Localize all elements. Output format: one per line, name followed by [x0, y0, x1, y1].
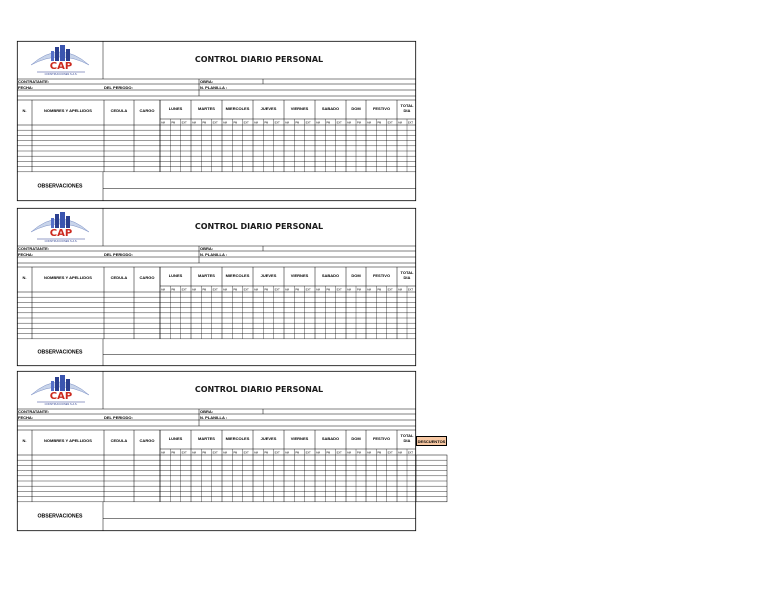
day-header-7: FESTIVO [372, 273, 391, 278]
sub-label: AM [347, 288, 351, 292]
company-logo [31, 45, 89, 76]
sub-label: AM [347, 121, 351, 125]
sub-label: EXT [336, 121, 342, 125]
sub-label: AM [254, 288, 258, 292]
sub-label: EXT [274, 451, 280, 455]
obra-label: OBRA: [200, 79, 214, 84]
sub-label: EXT [305, 121, 311, 125]
sub-label: PM [264, 451, 269, 455]
sub-label: PM [326, 121, 331, 125]
sub-label: AM [161, 451, 165, 455]
sub-label: EXT [408, 451, 414, 455]
sub-label: AM [223, 451, 227, 455]
col-cargo-header: CARGO [139, 438, 155, 443]
sub-label: AM [223, 288, 227, 292]
obra-label: OBRA: [200, 246, 214, 251]
day-header-0: LUNES [168, 436, 183, 441]
form-sheet [17, 371, 416, 531]
sub-label: EXT [181, 451, 187, 455]
day-header-6: DOM [351, 106, 361, 111]
sub-label: EXT [212, 121, 218, 125]
day-header-6: DOM [351, 273, 361, 278]
sub-label: AM [254, 121, 258, 125]
sub-label: AM [285, 451, 289, 455]
sub-label: EXT [305, 288, 311, 292]
day-header-0: LUNES [168, 273, 183, 278]
day-header-2: MIERCOLES [225, 106, 250, 111]
logo-subtitle: CONSTRUCCIONES S.A.S. [44, 240, 78, 243]
form-sheet [17, 41, 416, 201]
sub-label: AM [398, 451, 402, 455]
sub-label: EXT [212, 288, 218, 292]
sub-label: AM [192, 451, 196, 455]
sub-label: AM [316, 288, 320, 292]
sub-label: AM [367, 121, 371, 125]
form-title: CONTROL DIARIO PERSONAL [194, 55, 324, 64]
total-header-2: DIA [403, 275, 411, 280]
sub-label: AM [398, 121, 402, 125]
sub-label: EXT [305, 451, 311, 455]
logo-text: CAP [49, 391, 73, 402]
day-header-5: SABADO [321, 273, 340, 278]
sub-label: PM [377, 121, 382, 125]
descuentos-cell: DESCUENTOS [416, 436, 447, 446]
planilla-label: N. PLANILLA : [200, 252, 228, 257]
sub-label: AM [254, 451, 258, 455]
sub-label: AM [285, 121, 289, 125]
sub-label: PM [295, 288, 300, 292]
periodo-label: DEL PERIODO: [104, 85, 133, 90]
day-header-2: MIERCOLES [225, 436, 250, 441]
sub-label: PM [202, 288, 207, 292]
sub-label: PM [264, 288, 269, 292]
day-header-5: SABADO [321, 106, 340, 111]
descuentos-column [416, 455, 447, 502]
sub-label: AM [316, 451, 320, 455]
day-header-3: JUEVES [260, 106, 277, 111]
sub-label: EXT [336, 451, 342, 455]
sub-label: EXT [212, 451, 218, 455]
day-header-4: VIERNES [290, 273, 309, 278]
sub-label: PM [357, 451, 361, 455]
total-header-2: DIA [403, 108, 411, 113]
day-header-2: MIERCOLES [225, 273, 250, 278]
total-header-1: TOTAL [400, 270, 414, 275]
sub-label: EXT [387, 121, 393, 125]
sub-label: AM [223, 121, 227, 125]
sub-label: AM [161, 288, 165, 292]
observaciones-label: OBSERVACIONES [37, 513, 83, 520]
sub-label: PM [357, 121, 361, 125]
day-header-1: MARTES [198, 436, 215, 441]
periodo-label: DEL PERIODO: [104, 252, 133, 257]
col-nombres-header: NOMBRES Y APELLIDOS [44, 275, 92, 280]
sub-label: PM [377, 288, 382, 292]
form-title: CONTROL DIARIO PERSONAL [194, 385, 324, 394]
contratante-label: CONTRATANTE: [18, 246, 50, 251]
col-nombres-header: NOMBRES Y APELLIDOS [44, 108, 92, 113]
sub-label: PM [357, 288, 361, 292]
contratante-label: CONTRATANTE: [18, 79, 50, 84]
day-header-7: FESTIVO [372, 436, 391, 441]
company-logo [31, 375, 89, 406]
form-sheet [17, 208, 416, 366]
total-header-2: DIA [403, 438, 411, 443]
sub-label: PM [202, 121, 207, 125]
control-form-1 [17, 41, 416, 201]
fecha-label: FECHA: [18, 252, 34, 257]
planilla-label: N. PLANILLA : [200, 85, 228, 90]
sub-label: EXT [243, 288, 249, 292]
logo-subtitle: CONSTRUCCIONES S.A.S. [44, 403, 78, 406]
observaciones-label: OBSERVACIONES [37, 349, 83, 356]
col-cargo-header: CARGO [139, 108, 155, 113]
sub-label: PM [171, 451, 176, 455]
sub-label: EXT [181, 288, 187, 292]
sub-label: PM [233, 288, 238, 292]
day-header-3: JUEVES [260, 273, 277, 278]
sub-label: EXT [181, 121, 187, 125]
logo-subtitle: CONSTRUCCIONES S.A.S. [44, 73, 78, 76]
col-nombres-header: NOMBRES Y APELLIDOS [44, 438, 92, 443]
day-header-4: VIERNES [290, 106, 309, 111]
observaciones-label: OBSERVACIONES [37, 183, 83, 190]
control-form-2 [17, 208, 416, 366]
day-header-7: FESTIVO [372, 106, 391, 111]
sub-label: AM [398, 288, 402, 292]
sub-label: AM [367, 451, 371, 455]
sub-label: AM [347, 451, 351, 455]
company-logo [31, 212, 89, 243]
total-header-1: TOTAL [400, 103, 414, 108]
col-cedula-header: CEDULA [110, 438, 128, 443]
sub-label: EXT [243, 451, 249, 455]
logo-text: CAP [49, 228, 73, 239]
sub-label: AM [316, 121, 320, 125]
sub-label: AM [285, 288, 289, 292]
sub-label: AM [367, 288, 371, 292]
periodo-label: DEL PERIODO: [104, 415, 133, 420]
sub-label: PM [171, 121, 176, 125]
fecha-label: FECHA: [18, 85, 34, 90]
col-n-header: N. [22, 275, 27, 280]
sub-label: PM [326, 288, 331, 292]
col-cedula-header: CEDULA [110, 108, 128, 113]
sub-label: EXT [274, 121, 280, 125]
planilla-label: N. PLANILLA : [200, 415, 228, 420]
sub-label: PM [326, 451, 331, 455]
sub-label: PM [171, 288, 176, 292]
day-header-5: SABADO [321, 436, 340, 441]
control-form-3 [17, 371, 416, 531]
fecha-label: FECHA: [18, 415, 34, 420]
day-header-4: VIERNES [290, 436, 309, 441]
day-header-1: MARTES [198, 106, 215, 111]
total-header-1: TOTAL [400, 433, 414, 438]
logo-text: CAP [49, 61, 73, 72]
obra-label: OBRA: [200, 409, 214, 414]
sub-label: PM [295, 451, 300, 455]
col-n-header: N. [22, 438, 27, 443]
day-header-1: MARTES [198, 273, 215, 278]
day-header-3: JUEVES [260, 436, 277, 441]
sub-label: PM [233, 121, 238, 125]
sub-label: EXT [274, 288, 280, 292]
sub-label: PM [295, 121, 300, 125]
col-cargo-header: CARGO [139, 275, 155, 280]
col-cedula-header: CEDULA [110, 275, 128, 280]
sub-label: AM [192, 288, 196, 292]
sub-label: EXT [387, 288, 393, 292]
sub-label: EXT [408, 288, 414, 292]
sub-label: AM [161, 121, 165, 125]
sub-label: PM [377, 451, 382, 455]
sub-label: PM [233, 451, 238, 455]
sub-label: EXT [243, 121, 249, 125]
sub-label: AM [192, 121, 196, 125]
sub-label: EXT [336, 288, 342, 292]
day-header-6: DOM [351, 436, 361, 441]
sub-label: EXT [408, 121, 414, 125]
sub-label: PM [264, 121, 269, 125]
day-header-0: LUNES [168, 106, 183, 111]
col-n-header: N. [22, 108, 27, 113]
contratante-label: CONTRATANTE: [18, 409, 50, 414]
sub-label: EXT [387, 451, 393, 455]
sub-label: PM [202, 451, 207, 455]
form-title: CONTROL DIARIO PERSONAL [194, 222, 324, 231]
